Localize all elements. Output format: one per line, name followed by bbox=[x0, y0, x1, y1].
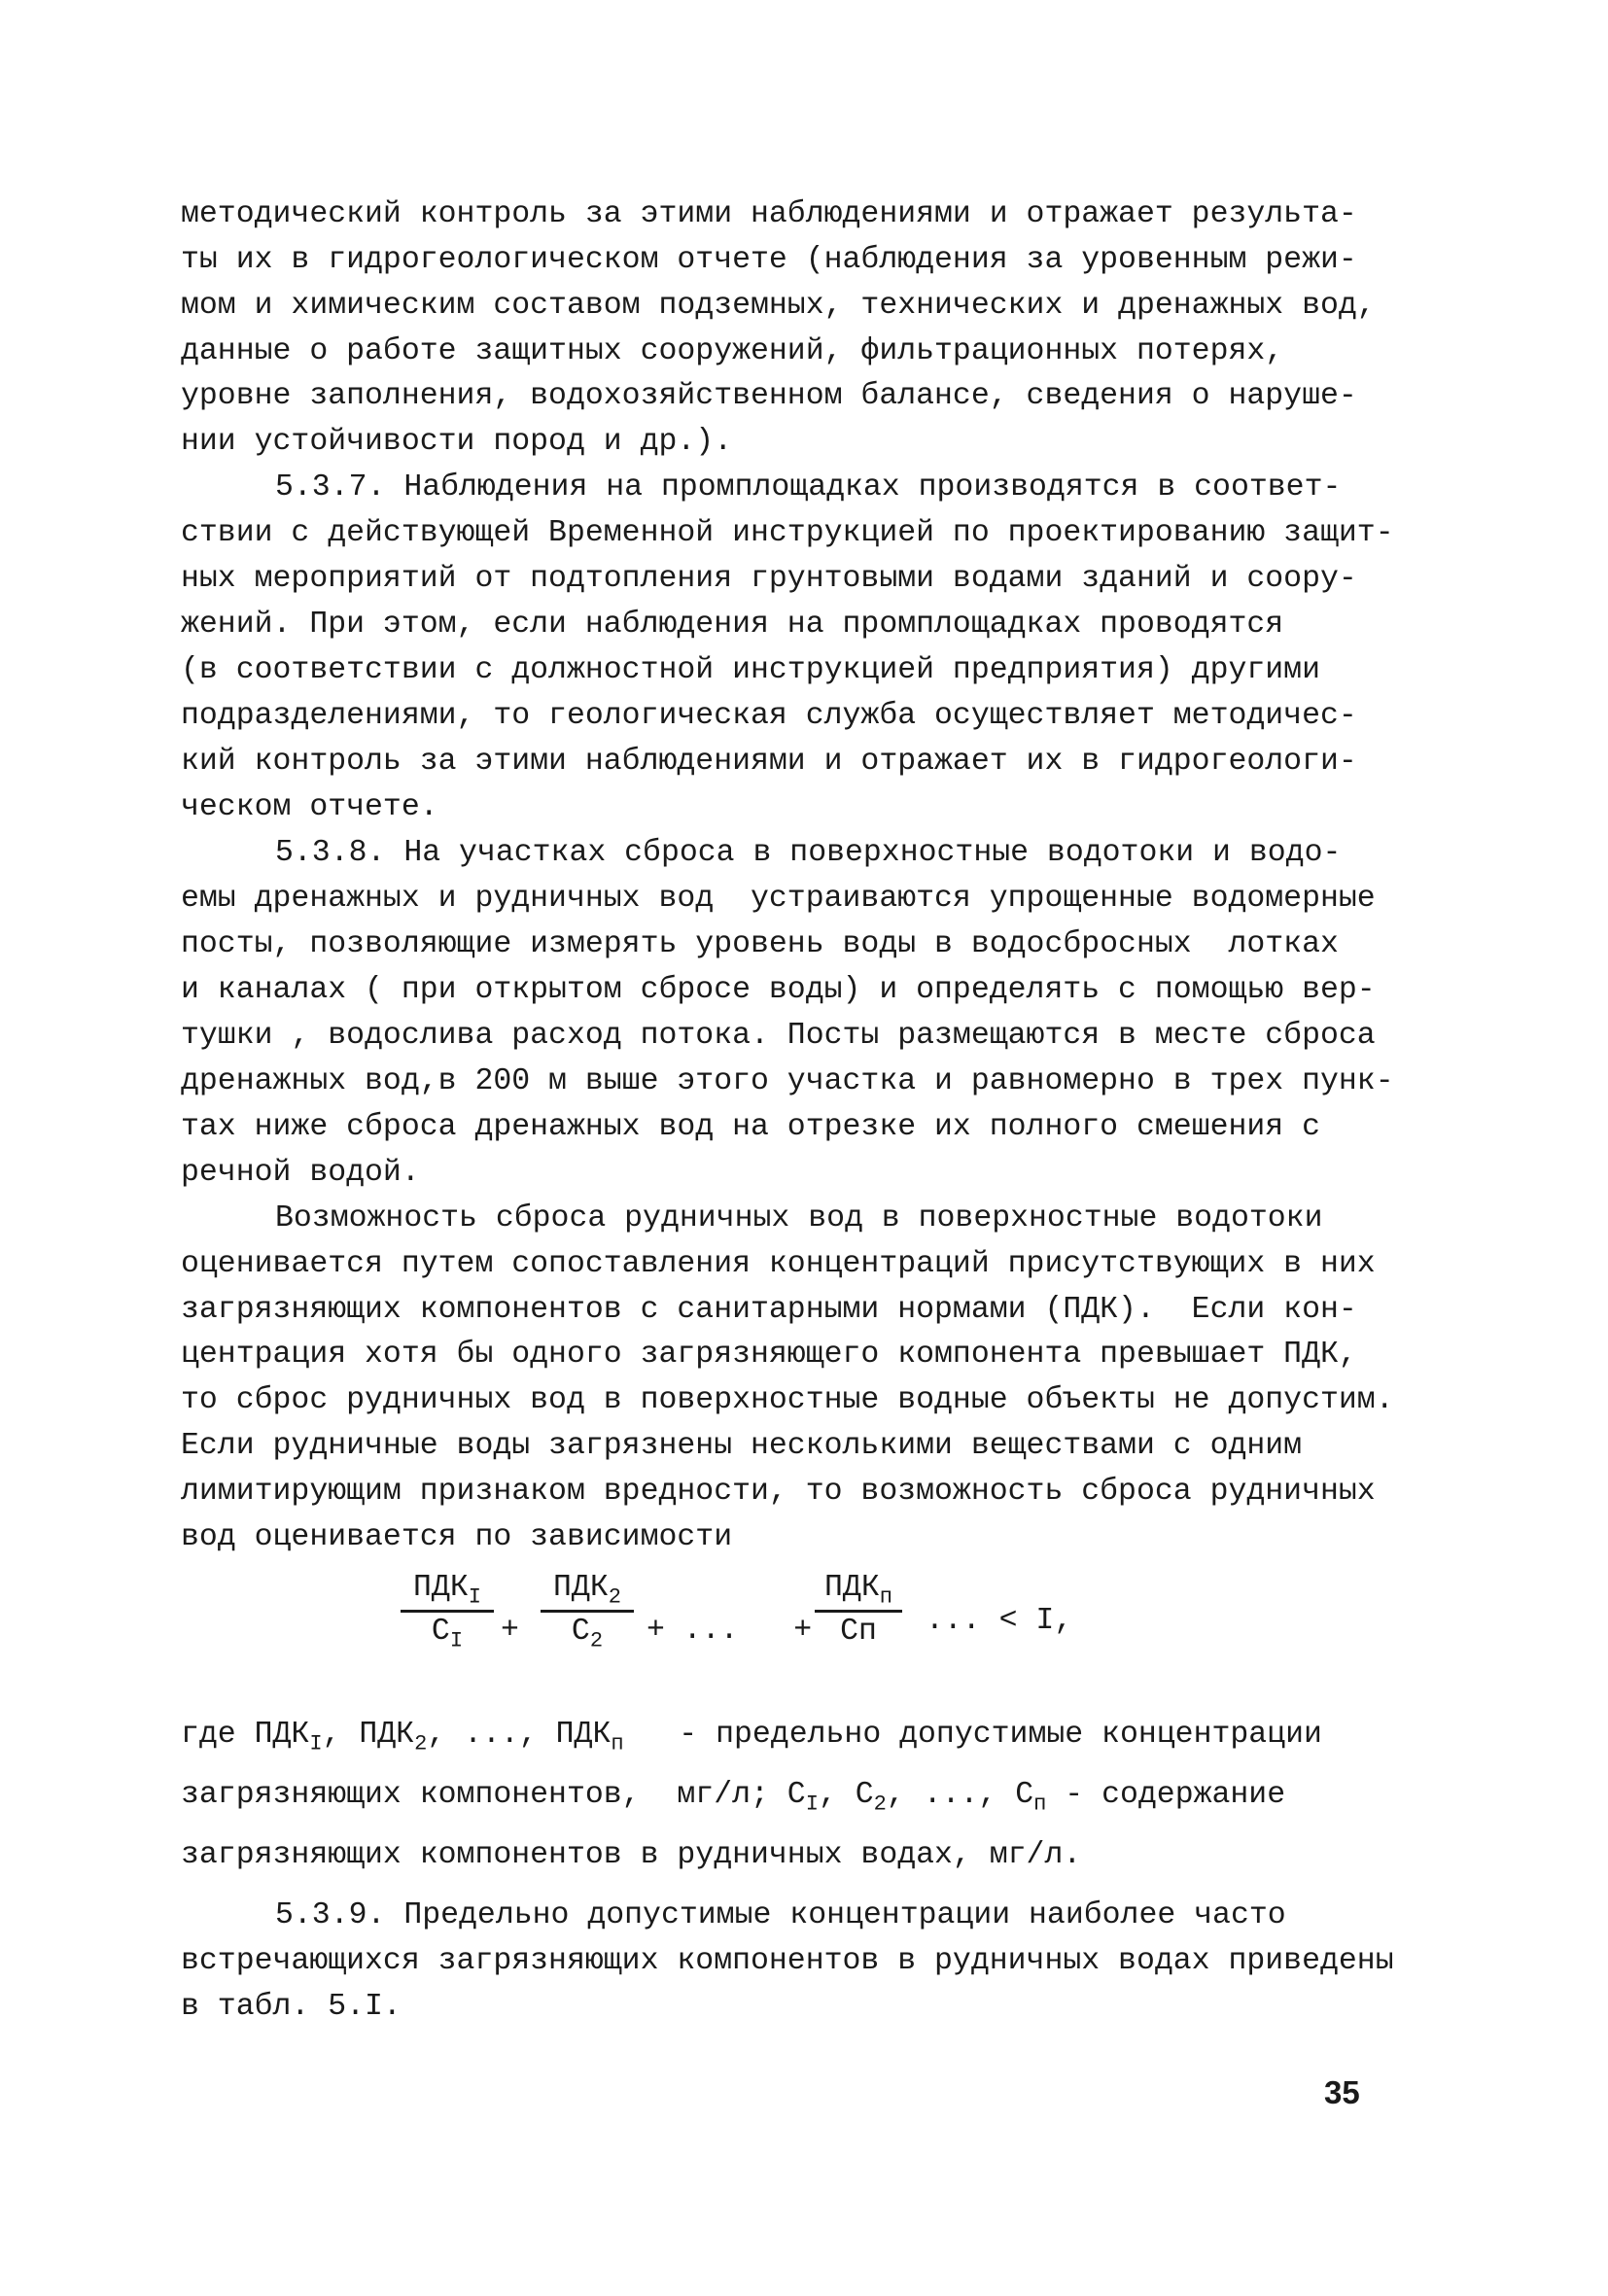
fraction-denominator: $C_2$ bbox=[571, 1614, 604, 1653]
text-line: Если рудничные воды загрязнены несколькими веществами с одним bbox=[181, 1429, 1303, 1463]
text-line: в табл. 5.I. bbox=[181, 1990, 402, 2024]
fraction-numerator: $ПДК_п$ bbox=[824, 1571, 892, 1610]
text-line: то сброс рудничных вод в поверхностные водные объекты не допустим. bbox=[181, 1383, 1394, 1417]
text-line: центрация хотя бы одного загрязняющего компонента превышает ПДК, bbox=[181, 1338, 1357, 1372]
fraction-denominator: $C_I$ bbox=[431, 1614, 464, 1653]
where-line: загрязняющих компонентов, мг/л; $С_I$, $С_2$, ..., $С_п$ - содержание bbox=[181, 1778, 1286, 1817]
text-line: вод оценивается по зависимости bbox=[181, 1520, 733, 1554]
text-line: данные о работе защитных сооружений, фильтрационных потерях, bbox=[181, 334, 1284, 368]
text-line: нии устойчивости пород и др.). bbox=[181, 425, 733, 459]
paragraph-start: 5.3.9. Предельно допустимые концентрации наиболее часто bbox=[275, 1898, 1286, 1932]
ellipsis-plus: + ... + bbox=[647, 1614, 813, 1648]
text-line: кий контроль за этими наблюдениями и отражает их в гидрогеологи- bbox=[181, 745, 1357, 779]
text-line: ствии с действующей Временной инструкцией по проектированию защит- bbox=[181, 516, 1394, 550]
text-line: посты, позволяющие измерять уровень воды в водосбросных лотках bbox=[181, 927, 1339, 961]
text-line: ты их в гидрогеологическом отчете (наблюдения за уровенным режи- bbox=[181, 243, 1357, 277]
text-line: встречающихся загрязняющих компонентов в рудничных водах приведены bbox=[181, 1944, 1394, 1978]
text-line: оценивается путем сопоставления концентраций присутствующих в них bbox=[181, 1247, 1376, 1281]
paragraph-start: Возможность сброса рудничных вод в поверхностные водотоки bbox=[275, 1201, 1323, 1235]
paragraph-start: 5.3.7. Наблюдения на промплощадках производятся в соответ- bbox=[275, 470, 1342, 504]
text-line: ческом отчете. bbox=[181, 790, 438, 824]
text-line: уровне заполнения, водохозяйственном балансе, сведения о наруше- bbox=[181, 379, 1357, 413]
text-line: мом и химическим составом подземных, технических и дренажных вод, bbox=[181, 289, 1376, 323]
fraction-bar bbox=[541, 1610, 634, 1613]
text-line: лимитирующим признаком вредности, то возможность сброса рудничных bbox=[181, 1475, 1376, 1509]
text-line: дренажных вод,в 200 м выше этого участка и равномерно в трех пунк- bbox=[181, 1064, 1394, 1098]
fraction-numerator: $ПДК_I$ bbox=[413, 1571, 481, 1610]
fraction-term-2 bbox=[541, 1571, 634, 1653]
paragraph-start: 5.3.8. На участках сброса в поверхностные водотоки и водо- bbox=[275, 836, 1342, 870]
fraction-term-n bbox=[815, 1573, 902, 1647]
text-line: подразделениями, то геологическая служба осуществляет методичес- bbox=[181, 699, 1357, 733]
text-line: тушки , водослива расход потока. Посты размещаются в месте сброса bbox=[181, 1019, 1376, 1053]
text-line: (в соответствии с должностной инструкцией предприятия) другими bbox=[181, 653, 1320, 687]
text-line: ных мероприятий от подтопления грунтовыми водами зданий и соору- bbox=[181, 562, 1357, 596]
page-number: 35 bbox=[1324, 2074, 1360, 2110]
fraction-term-1 bbox=[401, 1571, 494, 1653]
plus-sign: + bbox=[501, 1614, 519, 1648]
inequality-tail: ... < I, bbox=[926, 1604, 1073, 1638]
text-line: речной водой. bbox=[181, 1156, 420, 1190]
text-line: жений. При этом, если наблюдения на промплощадках проводятся bbox=[181, 608, 1284, 642]
where-line: где $ПДК_I$, $ПДК_2$, ..., $ПДК_п$ - предельно допустимые концентрации bbox=[181, 1718, 1322, 1757]
text-line: методический контроль за этими наблюдениями и отражает результа- bbox=[181, 197, 1357, 231]
fraction-bar bbox=[815, 1610, 902, 1613]
fraction-bar bbox=[401, 1610, 494, 1613]
text-line: загрязняющих компонентов с санитарными нормами (ПДК). Если кон- bbox=[181, 1293, 1357, 1327]
fraction-numerator: $ПДК_2$ bbox=[553, 1571, 621, 1610]
text-line: и каналах ( при открытом сбросе воды) и определять с помощью вер- bbox=[181, 973, 1376, 1007]
text-line: емы дренажных и рудничных вод устраиваются упрощенные водомерные bbox=[181, 882, 1376, 916]
text-line: тах ниже сброса дренажных вод на отрезке их полного смешения с bbox=[181, 1110, 1320, 1144]
where-line: загрязняющих компонентов в рудничных водах, мг/л. bbox=[181, 1838, 1082, 1872]
fraction-denominator: Cп bbox=[840, 1614, 877, 1649]
